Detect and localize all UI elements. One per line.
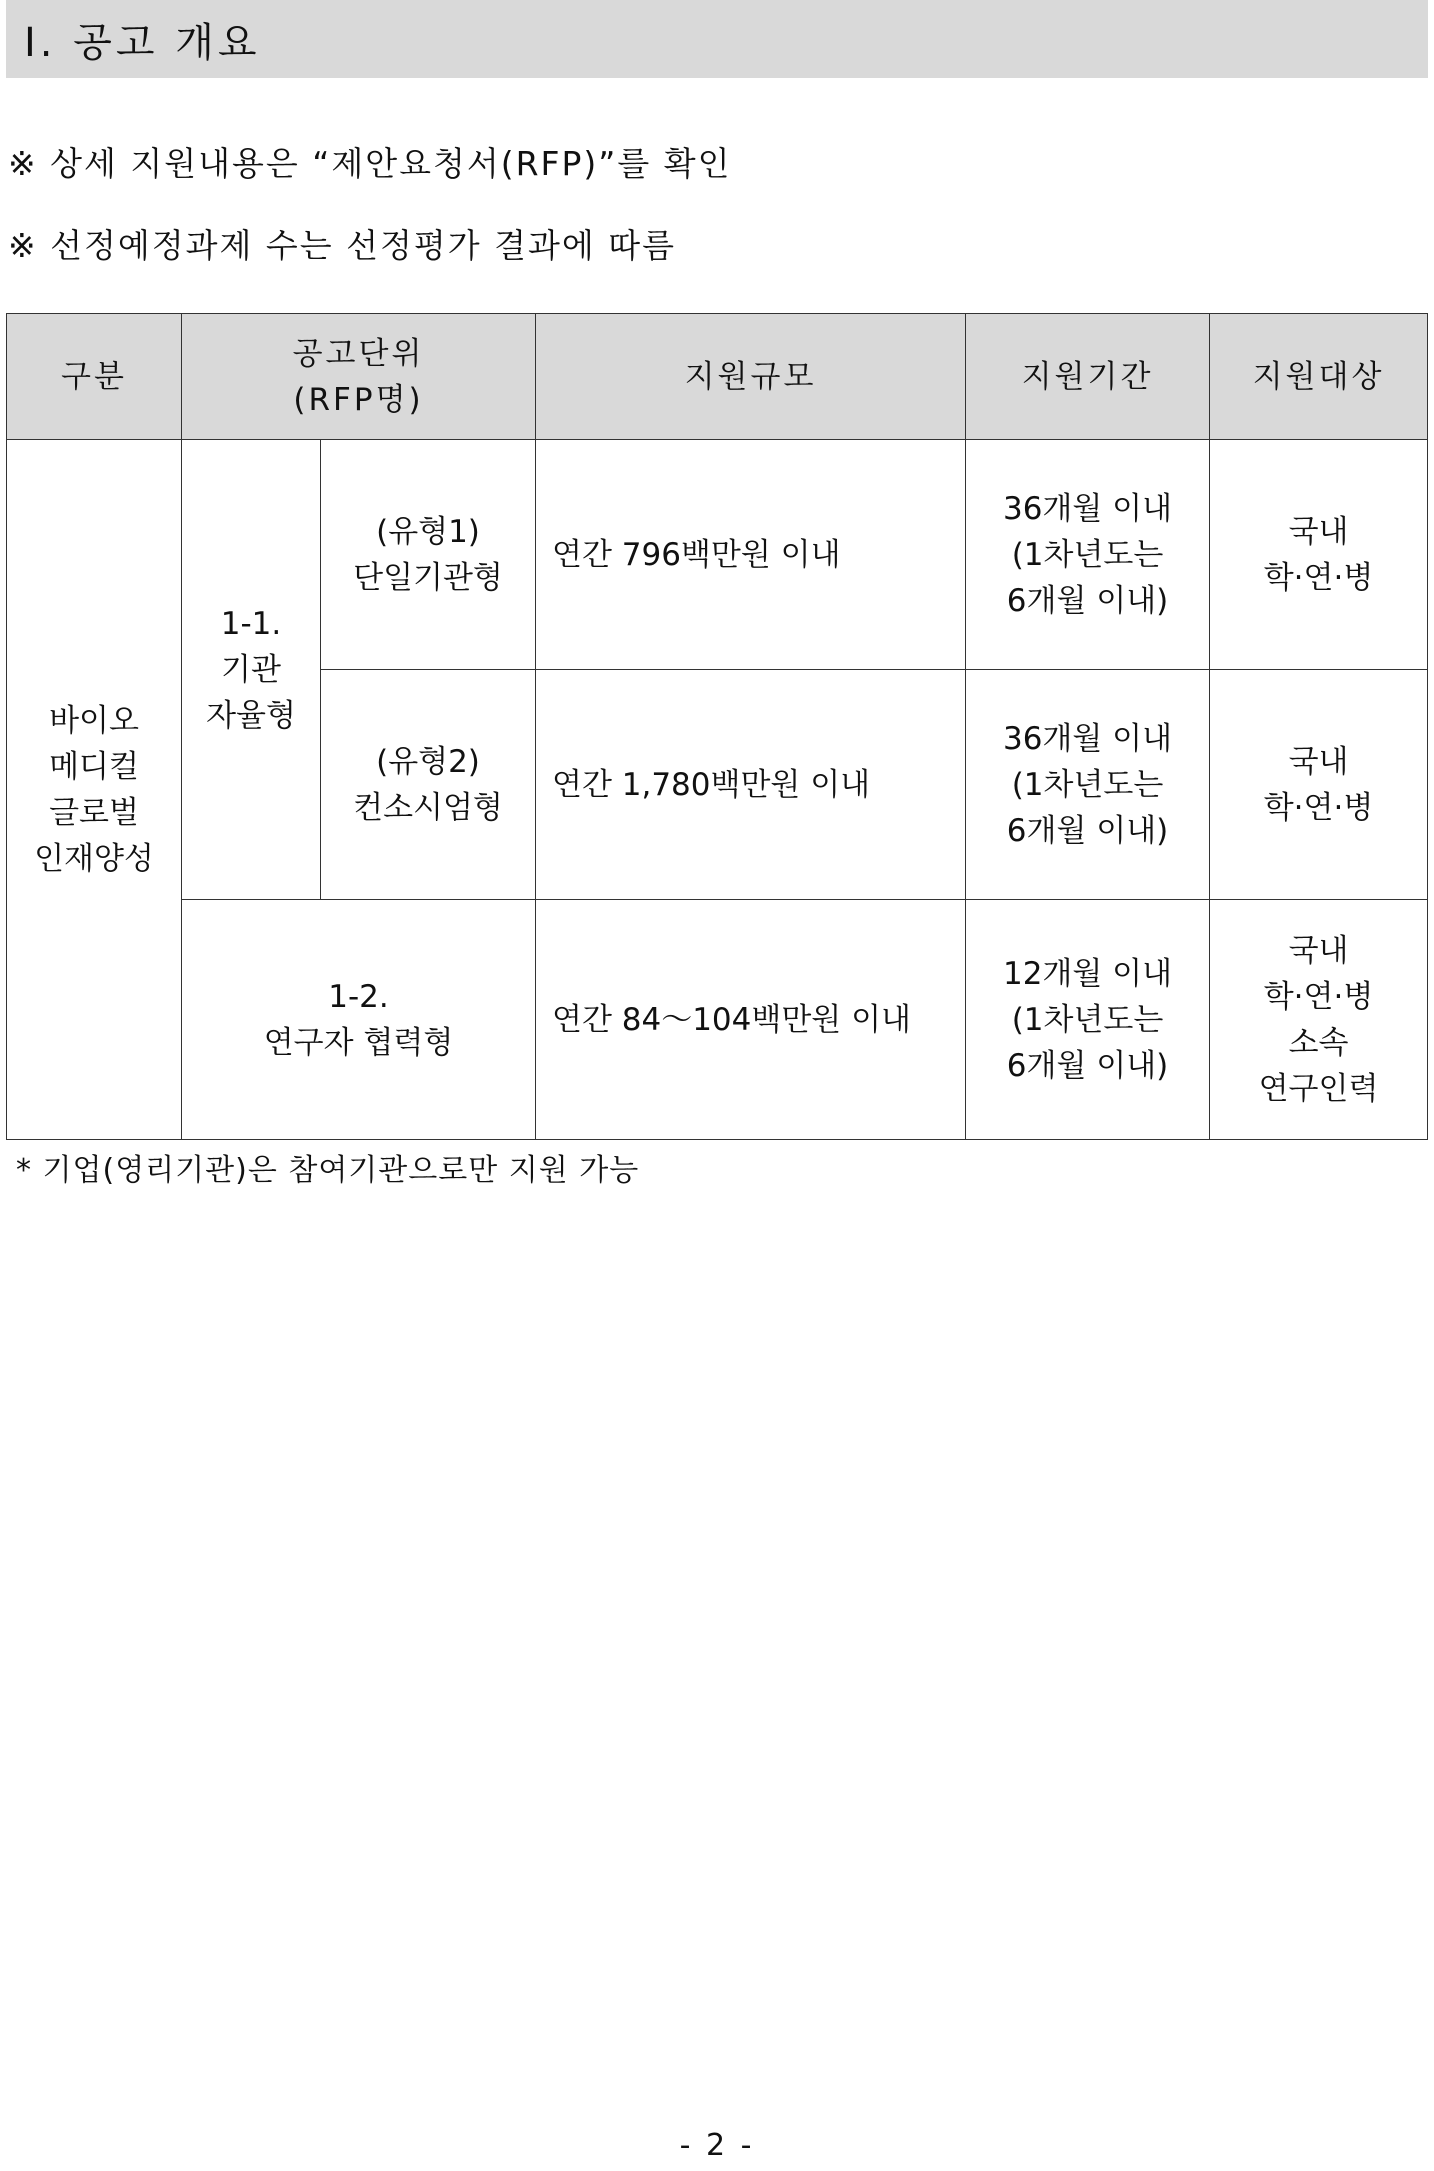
target-cell: 국내 학·연·병	[1210, 440, 1428, 670]
table-row	[7, 900, 1428, 1140]
category-cell: 바이오 메디컬 글로벌 인재양성	[7, 440, 182, 1140]
period-cell: 36개월 이내 (1차년도는 6개월 이내)	[966, 440, 1210, 670]
section-title-bar	[6, 0, 1428, 78]
header-target: 지원대상	[1210, 314, 1428, 440]
header-unit	[182, 314, 536, 440]
scale-cell: 연간 1,780백만원 이내	[536, 670, 966, 900]
note-rfp: ※ 상세 지원내용은 “제안요청서(RFP)”를 확인	[8, 144, 732, 183]
header-unit-line1: 공고단위	[292, 335, 425, 372]
table-row	[7, 440, 1428, 670]
period-cell: 12개월 이내 (1차년도는 6개월 이내)	[966, 900, 1210, 1140]
scale-cell: 연간 796백만원 이내	[536, 440, 966, 670]
period-cell: 36개월 이내 (1차년도는 6개월 이내)	[966, 670, 1210, 900]
page-number: - 2 -	[679, 2128, 755, 2163]
header-unit-line2: (RFP명)	[293, 381, 424, 418]
type-cell: (유형2) 컨소시엄형	[321, 670, 536, 900]
header-period: 지원기간	[966, 314, 1210, 440]
header-scale: 지원규모	[536, 314, 966, 440]
scale-cell: 연간 84～104백만원 이내	[536, 900, 966, 1140]
group-institution-autonomous: 1-1. 기관 자율형	[182, 440, 321, 900]
table-header-row	[7, 314, 1428, 440]
target-cell: 국내 학·연·병	[1210, 670, 1428, 900]
type-cell: (유형1) 단일기관형	[321, 440, 536, 670]
type-cell: 1-2. 연구자 협력형	[182, 900, 536, 1140]
section-title: Ⅰ. 공고 개요	[24, 19, 261, 66]
footnote: * 기업(영리기관)은 참여기관으로만 지원 가능	[16, 1153, 640, 1188]
target-cell: 국내 학·연·병 소속 연구인력	[1210, 900, 1428, 1140]
header-category: 구분	[7, 314, 182, 440]
note-selection: ※ 선정예정과제 수는 선정평가 결과에 따름	[8, 226, 677, 265]
announcement-table	[6, 313, 1428, 1140]
